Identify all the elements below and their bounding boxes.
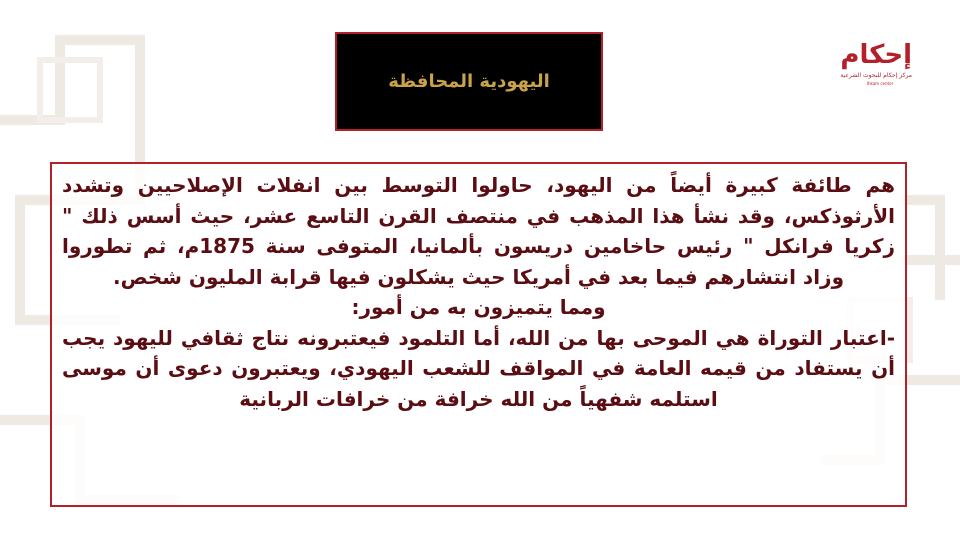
body-paragraph-1: هم طائفة كبيرة أيضاً من اليهود، حاولوا التوسط بين انفلات الإصلاحيين وتشدد الأرثوذكس، وقد نشأ هذا المذهب في منتصف القرن التاسع عشر، حيث أسس ذلك " زكريا فرانكل " رئيس حاخامين دريسون بألمانيا، المتوفى سنة 1875م، ثم تطوروا وزاد انتشارهم فيما بعد في أمريكا حيث يشكلون فيها قرابة المليون شخص. xyxy=(62,173,895,289)
slide-body xyxy=(50,162,907,507)
body-paragraph-2: ومما يتميزون به من أمور: xyxy=(351,295,606,319)
logo-name: إحكام xyxy=(840,40,912,70)
logo-tagline: Ihkam center xyxy=(866,81,894,86)
ihkam-logo xyxy=(840,28,912,94)
logo-subtitle: مركز إحكام للبحوث الشرعية xyxy=(840,72,912,79)
slide-title: اليهودية المحافظة xyxy=(388,71,550,92)
slide-title-box xyxy=(335,32,603,131)
body-paragraph-3: -اعتبار التوراة هي الموحى بها من الله، أما التلمود فيعتبرونه نتاج ثقافي لليهود يجب أن يستفاد من قيمه العامة في المواقف للشعب اليهودي، ويعتبرون دعوى أن موسى استلمه شفهياً من الله خرافة من خرافات الربانية xyxy=(62,325,895,411)
